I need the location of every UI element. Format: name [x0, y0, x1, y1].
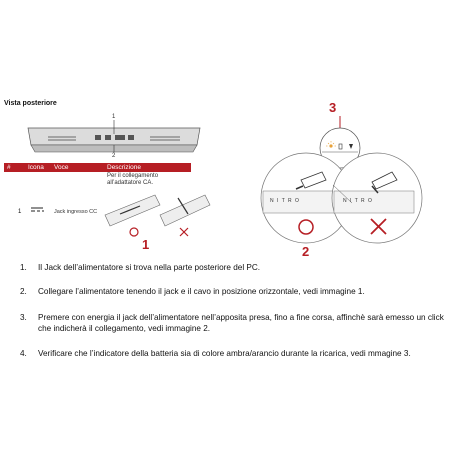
list-item: 3. Premere con energia il jack dell’alimentatore nell’apposita presa, fino a fine corsa, affinchè sarà emesso un click che indicherà il collegamento, vedi immagine 2.	[20, 313, 444, 333]
table-header	[4, 163, 191, 172]
incorrect-cross-icon	[180, 228, 188, 236]
list-item: 1. Il Jack dell’alimentatore si trova nella parte posteriore del PC.	[20, 263, 261, 272]
list-item: 4. Verificare che l’indicatore della batteria sia di colore ambra/arancio durante la ricarica, vedi mmagine 3.	[20, 349, 411, 358]
list-item: 2. Collegare l’alimentatore tenendo il jack e il cavo in posizione orizzontale, vedi immagine 1.	[20, 287, 365, 296]
image-number-2: 2	[302, 244, 310, 259]
callout-bottom: 2	[112, 153, 116, 159]
header-item: Voce	[54, 163, 69, 171]
row-number: 1	[18, 209, 22, 215]
callout-top: 1	[112, 114, 116, 120]
amber-led-icon	[329, 144, 332, 147]
table-description: Per il collegamento all’adattatore CA.	[107, 173, 159, 186]
header-icon: Icona	[28, 163, 44, 171]
dc-jack-icon	[31, 208, 44, 211]
laptop-lid-text: N I T R O	[343, 198, 373, 204]
image-number-1: 1	[142, 237, 150, 252]
header-description: Descrizione	[107, 163, 141, 171]
small-incorrect-image	[160, 195, 210, 236]
correct-circle-icon	[130, 228, 138, 236]
small-correct-image	[105, 195, 160, 236]
header-number: #	[7, 163, 11, 171]
row-label: Jack ingresso CC	[54, 209, 98, 215]
laptop-lid-text: N I T R O	[270, 198, 300, 204]
image-number-3: 3	[329, 100, 337, 115]
section-title: Vista posteriore	[4, 100, 57, 107]
